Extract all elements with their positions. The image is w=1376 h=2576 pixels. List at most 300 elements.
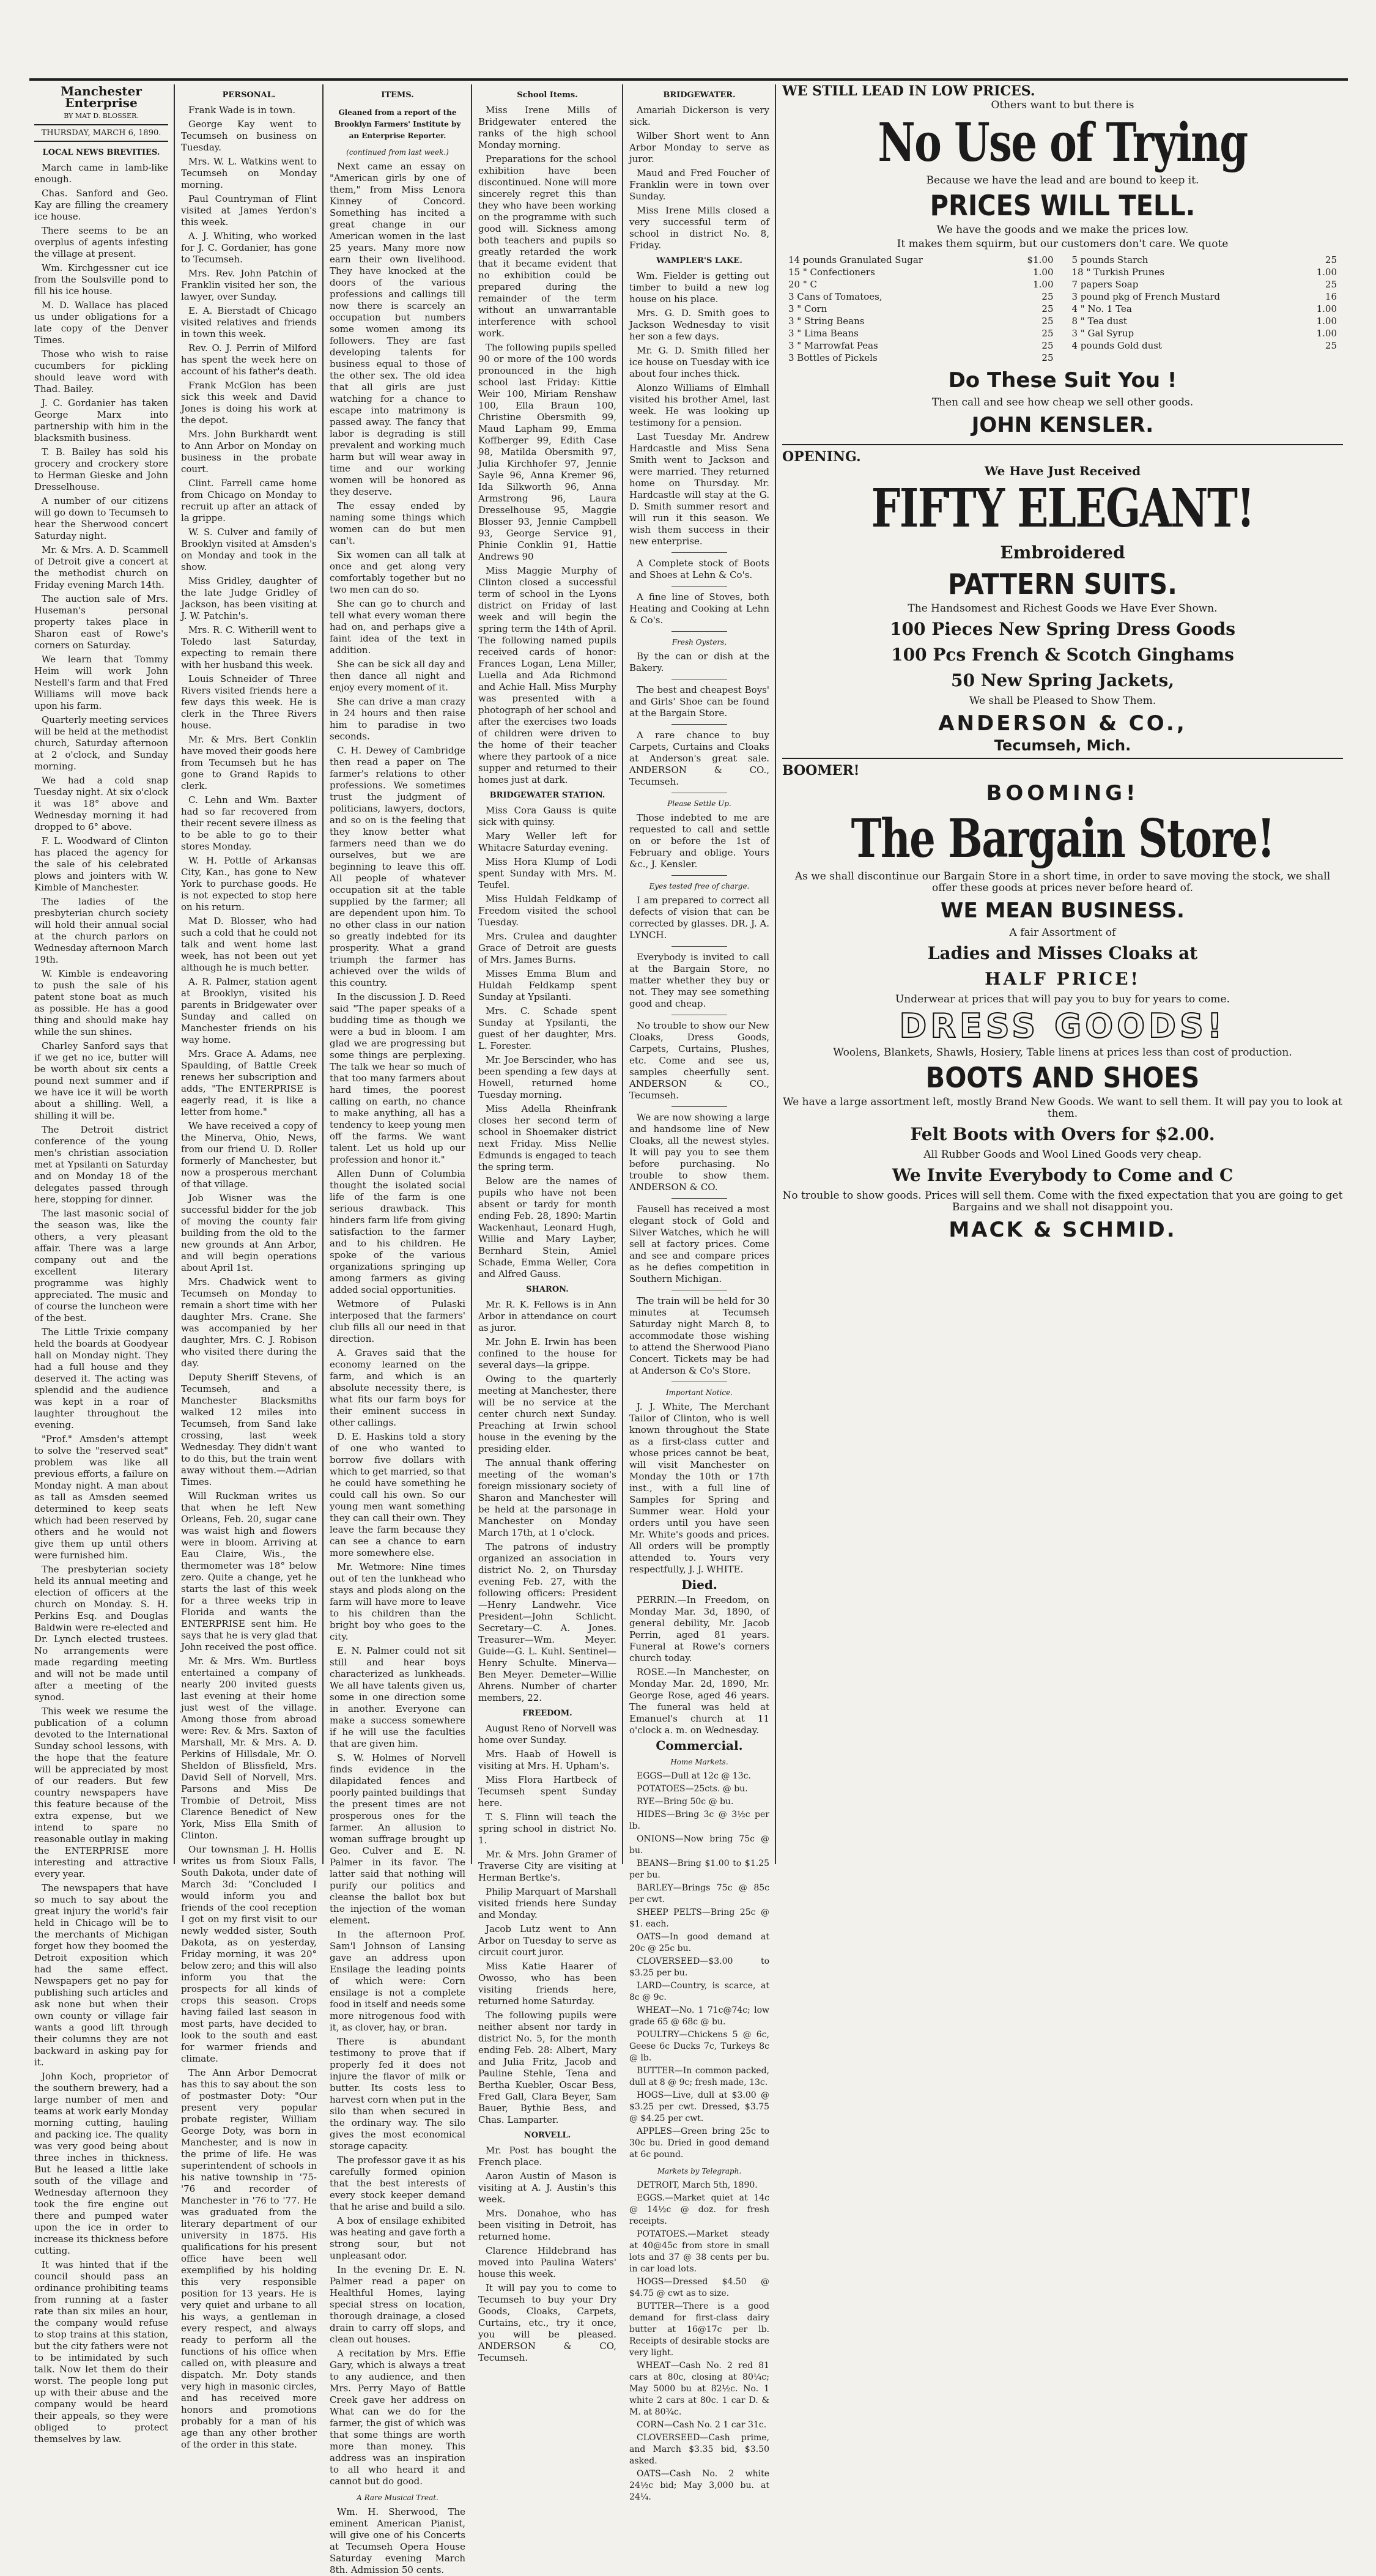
- paragraph: HOGS—Dressed $4.50 @ $4.75 @ cwt as to size.: [629, 2277, 769, 2298]
- paragraph: Mrs. Rev. John Patchin of Franklin visited her son, the lawyer, over Sunday.: [181, 268, 317, 302]
- price-item: 4 pounds Gold dust: [1071, 340, 1163, 351]
- paragraph: Paul Countryman of Flint visited at James Yerdon's this week.: [181, 193, 317, 228]
- paragraph: She can go to church and tell what every woman there had on, and perhaps give a faint idea of the text in addition.: [330, 598, 465, 656]
- column-advertisements: [777, 83, 1348, 1864]
- paragraph: RYE—Bring 50c @ bu.: [637, 1797, 734, 1807]
- article-list: [478, 105, 616, 786]
- paragraph: Below are the names of pupils who have not been absent or tardy for month ending Feb. 28, 1890: Martin Wackenhaut, Leonard Hugh, Willie and Mary Layber, Bernhard Stein, Amiel Schade, Emma Weller, Cora and Alfred Gauss.: [478, 1175, 616, 1279]
- price-row: [1072, 254, 1337, 266]
- ad-text: Because we have the lead and are bound to keep it.: [926, 174, 1199, 187]
- section-heading: Died.: [681, 1577, 717, 1592]
- paragraph: The newspapers that have so much to say about the great injury the world's fair held in Chicago will be to the merchants of Michigan forget how they boomed the Detroit exposition which had the same effect. Newspapers get no pay for publishing such articles and ask none but when their own county or village fair wants a good lift through their columns they are not backward in asking pay for it.: [34, 1882, 168, 2068]
- paragraph: Miss Hora Klump of Lodi spent Sunday with Mrs. M. Teufel.: [478, 856, 616, 890]
- price-value: 25: [1041, 303, 1054, 314]
- paragraph: Rev. O. J. Perrin of Milford has spent the week here on account of his father's death.: [181, 342, 317, 377]
- ad-merchant-location: Tecumseh, Mich.: [994, 737, 1131, 754]
- ad-headline: Do These Suit You !: [948, 368, 1177, 393]
- ad-subheadline: 100 Pcs French & Scotch Ginghams: [891, 645, 1234, 665]
- ad-subheadline: HALF PRICE!: [985, 969, 1141, 989]
- paragraph: Mr. & Mrs. Bert Conklin have moved their goods here from Tecumseh but he has gone to Grand Rapids to clerk.: [181, 734, 317, 791]
- ad-lead: BOOMER!: [782, 763, 860, 779]
- paragraph: Mrs. Haab of Howell is visiting at Mrs. H. Upham's.: [478, 1749, 616, 1771]
- paragraph: In the evening Dr. E. N. Palmer read a paper on Healthful Homes, laying special stress on location, thorough drainage, a closed drain to carry off slops, and clean out houses.: [330, 2264, 465, 2345]
- paragraph: Will Ruckman writes us that when he left New Orleans, Feb. 20, sugar cane was waist high and flowers were in bloom. Arriving at Eau Claire, Wis., the thermometer was 18° below zero. Quite a change, yet he starts the last of this week for a three weeks trip in Florida and wants the ENTERPRISE sent him. He says that he is very glad that John received the post office.: [181, 1490, 317, 1653]
- paragraph: WHEAT—Cash No. 2 red 81 cars at 80c, closing at 80¼c; May 5000 bu at 82½c. No. 1 white 2 cars at 80c. 1 car D. & M. at 80¾c.: [629, 2361, 769, 2417]
- paragraph: F. L. Woodward of Clinton has placed the agency for the sale of his celebrated plows and jointers with W. Kimble of Manchester.: [34, 835, 168, 893]
- paragraph: W. H. Pottle of Arkansas City, Kan., has gone to New York to purchase goods. He is not expected to stop here on his return.: [181, 855, 317, 912]
- paragraph: Frank Wade is in town.: [188, 105, 296, 116]
- paragraph: CLOVERSEED—$3.00 to $3.25 per bu.: [629, 1956, 769, 1978]
- section-subtitle: Markets by Telegraph.: [657, 2167, 742, 2175]
- paragraph: Deputy Sheriff Stevens, of Tecumseh, and a Manchester Blacksmiths walked 12 miles into Tecumseh, from Sand lake crossing, last week Wednesday. They didn't want to do this, but the train went away without them.—Adrian Times.: [181, 1372, 317, 1487]
- paragraph: OATS—Cash No. 2 white 24½c bid; May 3,000 bu. at 24¼.: [629, 2469, 769, 2502]
- paragraph: Mrs. Donahoe, who has been visiting in Detroit, has returned home.: [478, 2208, 616, 2242]
- paragraph: It was hinted that if the council should pass an ordinance prohibiting teams from running at a faster rate than six miles an hour, the company would refuse to stop trains at this station, but the city fathers were not to be intimidated by such talk. Now let them do their worst. The people long put up with their abuse and the company would be heard their appeals, so they were obliged to protect themselves by law.: [34, 2259, 168, 2445]
- column-school-items: [473, 86, 621, 2363]
- paragraph: D. E. Haskins told a story of one who wanted to borrow five dollars with which to get married, so that he could have something he could call his own. So our young men want something they can call their own. They leave the farm because they can see a chance to earn more somewhere else.: [330, 1431, 465, 1558]
- price-value: 25: [1041, 340, 1054, 351]
- price-row: [1072, 266, 1337, 278]
- price-item: 3 " String Beans: [788, 316, 865, 327]
- paragraph: Wm. Fielder is getting out timber to build a new log house on his place.: [629, 270, 769, 305]
- paragraph: SHEEP PELTS—Bring 25c @ $1. each.: [629, 1908, 769, 1929]
- paragraph: OATS—In good demand at 20c @ 25c bu.: [629, 1932, 769, 1953]
- ad-headline: DRESS GOODS!: [899, 1007, 1226, 1045]
- section-heading: ITEMS.: [381, 91, 414, 100]
- section-heading: BRIDGEWATER.: [663, 91, 736, 100]
- price-value: 16: [1325, 291, 1337, 302]
- column-personal: [176, 86, 322, 2450]
- paragraph: Clint. Farrell came home from Chicago on Monday to recruit up after an attack of la grippe.: [181, 478, 317, 524]
- paragraph: Mrs. W. L. Watkins went to Tecumseh on Monday morning.: [181, 156, 317, 190]
- notice-divider: [671, 1198, 728, 1199]
- section-subtitle: Gleaned from a report of the Brooklyn Farmers' Institute by an Enterprise Reporter.: [334, 108, 461, 140]
- paragraph: CORN—Cash No. 2 1 car 31c.: [637, 2420, 767, 2430]
- ad-text: Then call and see how cheap we sell other goods.: [931, 396, 1194, 409]
- paragraph: Mr. & Mrs. Wm. Burtless entertained a company of nearly 200 invited guests last evening at their home just west of the village. Among those from abroad were: Rev. & Mrs. Saxton of Marshall, Mr. & Mrs. A. D. Perkins of Hillsdale, Mr. O. Sheldon of Blissfield, Mrs. David Sell of Norvell, Mrs. Parsons and Miss De Trombie of Detroit, Miss Clarence Benedict of New York, Miss Ella Smith of Clinton.: [181, 1656, 317, 1841]
- column-divider: [174, 84, 175, 1864]
- paragraph: Next came an essay on "American girls by one of them," from Miss Lenora Kinney of Concord. Something has incited a great change in our American women in the last 25 years. Many more now earn their own livelihood. They have knocked at the doors of the various professions and callings till now there is scarcely an occupation but numbers some women among its followers. They are fast developing talents for business equal to those of the other sex. The old idea that all girls are just watching for a chance to escape into matrimony is passed away. The fancy that labor is degrading is still prevalent and working much harm but will wear away in time and our working women will be honored as they deserve.: [330, 161, 465, 497]
- paragraph: Maud and Fred Foucher of Franklin were in town over Sunday.: [629, 168, 769, 202]
- paragraph: Mary Weller left for Whitacre Saturday evening.: [478, 831, 616, 853]
- price-value: 1.00: [1033, 279, 1054, 290]
- paragraph: T. S. Flinn will teach the spring school in district No. 1.: [478, 1812, 616, 1846]
- issue-date: THURSDAY, MARCH 6, 1890.: [34, 124, 168, 142]
- paragraph: DETROIT, March 5th, 1890.: [637, 2180, 758, 2190]
- price-value: 25: [1041, 316, 1054, 327]
- obituary-list: [629, 1594, 769, 1736]
- notice-divider: [671, 724, 728, 725]
- column-items: [325, 86, 470, 2575]
- paragraph: ONIONS—Now bring 75c @ bu.: [629, 1834, 769, 1856]
- ad-headline: PRICES WILL TELL.: [930, 189, 1196, 222]
- notice-text: We are now showing a large and handsome line of New Cloaks, all the newest styles. It will pay you to see them before purchasing. No trouble to show them. ANDERSON & CO.: [629, 1112, 769, 1193]
- price-value: 25: [1041, 291, 1054, 302]
- paragraph: She can drive a man crazy in 24 hours and then raise him to paradise in two seconds.: [330, 696, 465, 742]
- paragraph: Mr. & Mrs. A. D. Scammell of Detroit give a concert at the methodist church on Friday evening March 14th.: [34, 544, 168, 590]
- notice-text: By the can or dish at the Bakery.: [629, 651, 769, 673]
- section-heading: PERSONAL.: [222, 91, 276, 100]
- ad-text: We shall be Pleased to Show Them.: [969, 695, 1156, 707]
- price-column-right: [1072, 254, 1337, 364]
- article-list: [330, 2506, 465, 2576]
- price-item: 3 " Gal Syrup: [1071, 328, 1134, 339]
- price-value: 25: [1325, 279, 1337, 290]
- paragraph: A number of our citizens will go down to Tecumseh to hear the Sherwood concert Saturday night.: [34, 495, 168, 541]
- paragraph: EGGS.—Market quiet at 14c @ 14½c @ doz. for fresh receipts.: [629, 2193, 769, 2226]
- paragraph: W. Kimble is endeavoring to push the sale of his patent stone boat as much as possible. He has a good thing and should make hay while the sun shines.: [34, 968, 168, 1037]
- paragraph: It will pay you to come to Tecumseh to buy your Dry Goods, Cloaks, Carpets, Curtains, etc., try it once, you will be pleased. ANDERSON & CO, Tecumseh.: [478, 2282, 616, 2363]
- notice-text: Everybody is invited to call at the Bargain Store, no matter whether they buy or not. They may see something good and cheap.: [629, 952, 769, 1009]
- section-heading: A Rare Musical Treat.: [357, 2493, 438, 2502]
- ad-subheadline: 50 New Spring Jackets,: [951, 670, 1174, 690]
- paragraph: Mr. R. K. Fellows is in Ann Arbor in attendance on court as juror.: [478, 1299, 616, 1333]
- price-item: 3 " Lima Beans: [788, 328, 859, 339]
- article-list: [478, 805, 616, 1280]
- ad-headline: WE MEAN BUSINESS.: [941, 898, 1185, 923]
- price-value: 25: [1325, 254, 1337, 265]
- paragraph: Frank McGlon has been sick this week and David Jones is doing his work at the depot.: [181, 380, 317, 426]
- paragraph: Miss Adella Rheinfrank closes her second term of school in Shoemaker district next Friday. Miss Nellie Edmunds is engaged to teach the spring term.: [478, 1103, 616, 1172]
- article-list: [478, 1299, 616, 1704]
- paragraph: There is abundant testimony to prove that if properly fed it does not injure the flavor of milk or butter. Its costs less to harvest corn when put in the silo than when secured in the ordinary way. The silo gives the most economical storage capacity.: [330, 2036, 465, 2152]
- section-heading: WAMPLER'S LAKE.: [656, 256, 742, 265]
- paragraph: Mr. John E. Irwin has been confined to the house for several days—la grippe.: [478, 1336, 616, 1371]
- notice-text: I am prepared to correct all defects of vision that can be corrected by glasses. DR. J. A. LYNCH.: [629, 895, 769, 941]
- article-list: [181, 105, 317, 2451]
- paragraph: The professor gave it as his carefully formed opinion that the best interests of every stock keeper demand that he arise and build a silo.: [330, 2155, 465, 2212]
- paragraph: Jacob Lutz went to Ann Arbor on Tuesday to serve as circuit court juror.: [478, 1923, 616, 1958]
- paragraph: Wm. H. Sherwood, The eminent American Pianist, will give one of his Concerts at Tecumseh Opera House Saturday evening March 8th. Admission 50 cents.: [330, 2506, 465, 2575]
- paragraph: C. H. Dewey of Cambridge then read a paper on The farmer's relations to other professions. We sometimes trust the judgment of politicians, lawyers, doctors, and so on is the feeling that they know better what farmers need than we do ourselves, but we are beginning to leave this off. All people of whatever occupation sit at the table supplied by the farmer; all are dependent upon him. To no other class in our nation so greatly indebted for its prosperity. What a grand triumph the farmer has achieved over the wilds of this country.: [330, 745, 465, 988]
- paragraph: Preparations for the school exhibition have been discontinued. None will more sincerely regret this than they who have been working on the programme with such good will. Sickness among both teachers and pupils so greatly retarded the work that it became evident that no exhibition could be prepared during the remainder of the term without an unwarrantable interference with school work.: [478, 154, 616, 339]
- column-divider: [775, 84, 776, 1864]
- paragraph: Miss Flora Hartbeck of Tecumseh spent Sunday here.: [478, 1774, 616, 1808]
- price-value: 1.00: [1316, 316, 1337, 327]
- paragraph: BEANS—Bring $1.00 to $1.25 per bu.: [629, 1859, 769, 1880]
- notice-divider: [671, 875, 728, 876]
- paragraph: Mat D. Blosser, who had such a cold that he could not talk and went home last week, has not been out yet although he is much better.: [181, 916, 317, 973]
- paragraph: BARLEY—Brings 75c @ 85c per cwt.: [629, 1883, 769, 1904]
- column-local-news: [29, 84, 173, 2445]
- ad-subheadline: Ladies and Misses Cloaks at: [927, 943, 1198, 963]
- ad-merchant: ANDERSON & CO.,: [938, 711, 1187, 736]
- paragraph: The last masonic social of the season was, like the others, a very pleasant affair. There was a large company out and the excellent literary programme was highly appreciated. The music and of course the luncheon were of the best.: [34, 1208, 168, 1323]
- notice-list: [629, 552, 769, 1575]
- paragraph: Mr. Wetmore: Nine times out of ten the lunkhead who stays and plods along on the farm will have more to leave to his children than the bright boy who goes to the city.: [330, 1561, 465, 1642]
- notice-text: Those indebted to me are requested to call and settle on or before the 1st of February and oblige. Yours &c., J. Kensler.: [629, 812, 769, 870]
- paragraph: Miss Maggie Murphy of Clinton closed a successful term of school in the Lyons district on Friday of last week and will begin the spring term the 14th of April. The following named pupils received cards of honor: Frances Logan, Lena Miller, Luella and Ada Richmond and Achie Hall. Miss Murphy was presented with a photograph of her school and after the exercises two loads of children were driven to the home of their teacher where they partook of a nice supper and returned to their homes just at dark.: [478, 565, 616, 785]
- price-item: 15 " Confectioners: [788, 267, 875, 278]
- column-divider: [322, 84, 324, 1864]
- article-list: [34, 162, 168, 2445]
- price-row: [1072, 291, 1337, 303]
- price-row: [788, 339, 1054, 352]
- price-value: 25: [1325, 340, 1337, 351]
- price-row: [788, 327, 1054, 339]
- paragraph: The following pupils were neither absent nor tardy in district No. 5, for the month ending Feb. 28: Albert, Mary and Julia Fritz, Jacob and Pauline Stehle, Tena and Bertha Kuebler, Oscar Bess, Fred Gall, Clara Beyer, Sam Bauer, Bythie Bess, and Chas. Lamparter.: [478, 2010, 616, 2125]
- ad-subheadline: Felt Boots with Overs for $2.00.: [910, 1124, 1215, 1144]
- section-heading: FREEDOM.: [522, 1709, 572, 1718]
- paragraph: Miss Irene Mills of Bridgewater entered the ranks of the high school Monday morning.: [478, 105, 616, 150]
- paragraph: A box of ensilage exhibited was heating and gave forth a strong sour, but not unpleasant odor.: [330, 2215, 465, 2261]
- price-item: 7 papers Soap: [1071, 279, 1139, 290]
- notice-title: Eyes tested free of charge.: [649, 882, 750, 890]
- paragraph: She can be sick all day and then dance all night and enjoy every moment of it.: [330, 659, 465, 693]
- ad-text: We Have Just Received: [984, 464, 1141, 478]
- price-value: 1.00: [1316, 328, 1337, 339]
- paragraph: Mrs. Crulea and daughter Grace of Detroit are guests of Mrs. James Burns.: [478, 931, 616, 965]
- section-heading: Commercial.: [656, 1738, 743, 1753]
- notice-text: A rare chance to buy Carpets, Curtains and Cloaks at Anderson's great sale. ANDERSON & CO., Tecumseh.: [629, 730, 769, 787]
- price-value: 25: [1041, 352, 1054, 363]
- paragraph: Last Tuesday Mr. Andrew Hardcastle and Miss Sena Smith went to Jackson and were married. They returned home on Thursday. Mr. Hardcastle will stay at the G. D. Smith summer resort and will run it this season. We wish them success in their new enterprise.: [629, 431, 769, 547]
- market-list: [629, 1771, 769, 2161]
- price-row: [788, 291, 1054, 303]
- price-item: 3 " Corn: [788, 303, 827, 314]
- price-value: 1.00: [1316, 267, 1337, 278]
- price-row: [1072, 315, 1337, 327]
- price-item: 4 " No. 1 Tea: [1071, 303, 1132, 314]
- article-list: [629, 105, 769, 251]
- paragraph: Aaron Austin of Mason is visiting at A. J. Austin's this week.: [478, 2171, 616, 2205]
- section-heading: LOCAL NEWS BREVITIES.: [42, 148, 160, 157]
- price-item: 18 " Turkish Prunes: [1071, 267, 1165, 278]
- paragraph: J. C. Gordanier has taken George Marx into partnership with him in the blacksmith business.: [34, 398, 168, 443]
- paragraph: HOGS—Live, dull at $3.00 @ $3.25 per cwt. Dressed, $3.75 @ $4.25 per cwt.: [629, 2090, 769, 2123]
- paragraph: S. W. Holmes of Norvell finds evidence in the dilapidated fences and poorly painted buildings that the present times are not prosperous ones for the farmer. An allusion to woman suffrage brought up Geo. Culver and E. N. Palmer in its favor. The latter said that nothing will purify our politics and cleanse the ballot box but the injection of the woman element.: [330, 1752, 465, 1926]
- price-value: 1.00: [1033, 267, 1054, 278]
- paragraph: A. J. Whiting, who worked for J. C. Gordanier, has gone to Tecumseh.: [181, 231, 317, 265]
- paragraph: Miss Gridley, daughter of the late Judge Gridley of Jackson, has been visiting at J. W. Patchin's.: [181, 576, 317, 621]
- paragraph: The patrons of industry organized an association in district No. 2, on Thursday evening Feb. 27, with the following officers: President—Henry Landwehr. Vice President—John Schlicht. Secretary—C. A. Jones. Treasurer—Wm. Meyer. Guide—G. L. Kuhl. Sentinel—Henry Schulte. Minerva—Ben Meyer. Demeter—Willie Ahrens. Number of charter members, 22.: [478, 1541, 616, 1703]
- paragraph: POULTRY—Chickens 5 @ 6c, Geese 6c Ducks 7c, Turkeys 8c @ lb.: [629, 2030, 769, 2063]
- ad-subheadline: We Invite Everybody to Come and C: [892, 1165, 1234, 1185]
- price-item: 3 Cans of Tomatoes,: [788, 291, 882, 302]
- section-heading: School Items.: [517, 91, 578, 100]
- paragraph: E. N. Palmer could not sit still and hear boys characterized as lunkheads. We all have talents given us, some in one direction some in another. Everyone can make a success somewhere if he will use the faculties that are given him.: [330, 1645, 465, 1749]
- ad-text: All Rubber Goods and Wool Lined Goods very cheap.: [923, 1149, 1202, 1161]
- ad-headline: FIFTY ELEGANT!: [871, 478, 1254, 539]
- price-value: 25: [1041, 328, 1054, 339]
- top-rule: [29, 78, 1348, 81]
- continued-note: (continued from last week.): [346, 148, 449, 157]
- paragraph: LARD—Country, is scarce, at 8c @ 9c.: [629, 1981, 769, 2002]
- ad-text: A fair Assortment of: [1009, 927, 1116, 939]
- ad-text: We have a large assortment left, mostly Brand New Goods. We want to sell them. It will pay you to look at them.: [783, 1096, 1342, 1120]
- notice-text: A fine line of Stoves, both Heating and Cooking at Lehn & Co's.: [629, 591, 769, 626]
- paragraph: We learn that Tommy Heim will work John Nestell's farm and that Fred Williams will move back upon his farm.: [34, 654, 168, 711]
- paragraph: August Reno of Norvell was home over Sunday.: [478, 1723, 616, 1745]
- masthead-byline: BY MAT D. BLOSSER.: [64, 112, 139, 120]
- paragraph: Wilber Short went to Ann Arbor Monday to serve as juror.: [629, 130, 769, 165]
- paragraph: The ladies of the presbyterian church society will hold their annual social at the church parlors on Wednesday afternoon March 19th.: [34, 896, 168, 965]
- paragraph: Miss Irene Mills closed a very successful term of school in district No. 8, Friday.: [629, 205, 769, 251]
- price-item: 5 pounds Starch: [1071, 254, 1149, 265]
- paragraph: Allen Dunn of Columbia thought the isolated social life of the farm is one serious drawback. This hinders farm life from giving satisfaction to the farmer and to his children. He spoke of the various organizations springing up among farmers as giving added social opportunities.: [330, 1168, 465, 1295]
- paragraph: The Detroit district conference of the young men's christian association met at Ypsilanti on Saturday and on Monday 18 of the delegates passed through here, stopping for dinner.: [34, 1124, 168, 1205]
- paragraph: "Prof." Amsden's attempt to solve the "reserved seat" problem was like all previous efforts, a failure on Monday night. A man about as tall as Amsden seemed determined to keep seats which had been reserved by others and he would not give them up until others were furnished him.: [34, 1434, 168, 1561]
- section-subtitle: Home Markets.: [670, 1758, 728, 1766]
- paragraph: POTATOES.—Market steady at 40@45c from store in small lots and 37 @ 38 cents per bu. in car load lots.: [629, 2229, 769, 2274]
- paragraph: Charley Sanford says that if we get no ice, butter will be worth about six cents a pound next summer and if we have ice it will be worth about a shilling. Well, a shilling it will be.: [34, 1040, 168, 1121]
- paragraph: Mr. Post has bought the French place.: [478, 2145, 616, 2167]
- price-row: [788, 266, 1054, 278]
- notice-title: Important Notice.: [665, 1388, 733, 1397]
- ad-subheadline: 100 Pieces New Spring Dress Goods: [890, 619, 1235, 639]
- paragraph: There seems to be an overplus of agents infesting the village at present.: [34, 225, 168, 259]
- paragraph: Mrs. John Burkhardt went to Ann Arbor on Monday on business in the probate court.: [181, 429, 317, 475]
- price-item: 3 " Marrowfat Peas: [788, 340, 878, 351]
- ad-divider: [782, 758, 1343, 759]
- ad-divider: [782, 444, 1343, 445]
- ad-subheadline: Embroidered: [1000, 542, 1125, 563]
- price-item: 3 pound pkg of French Mustard: [1071, 291, 1220, 302]
- notice-text: The best and cheapest Boys' and Girls' Shoe can be found at the Bargain Store.: [629, 684, 769, 719]
- ad-merchant: MACK & SCHMID.: [949, 1218, 1177, 1242]
- paragraph: Mrs. Grace A. Adams, nee Spaulding, of Battle Creek renews her subscription and adds, "The ENTERPRISE is eagerly read, it is like a letter from home.": [181, 1048, 317, 1117]
- paragraph: We had a cold snap Tuesday night. At six o'clock it was 18° above and Wednesday morning it had dropped to 6° above.: [34, 775, 168, 832]
- price-item: 14 pounds Granulated Sugar: [788, 254, 923, 265]
- notice-divider: [671, 946, 728, 947]
- article-list: [629, 270, 769, 547]
- ad-text: We have the goods and we make the prices low.: [936, 224, 1189, 236]
- paragraph: Louis Schneider of Three Rivers visited friends here a few days this week. He is clerk in the Three Rivers house.: [181, 673, 317, 731]
- section-heading: SHARON.: [526, 1285, 569, 1294]
- paragraph: The auction sale of Mrs. Huseman's personal property takes place in Sharon east of Rowe's corners on Saturday.: [34, 593, 168, 651]
- notice-divider: [671, 631, 728, 632]
- paragraph: March came in lamb-like enough.: [34, 162, 168, 185]
- ad-headline: PATTERN SUITS.: [948, 568, 1177, 601]
- paragraph: George Kay went to Tecumseh on business on Tuesday.: [181, 119, 317, 153]
- notice-text: The train will be held for 30 minutes at Tecumseh Saturday night March 8, to accommodate those wishing to attend the Sherwood Piano Concert. Tickets may be had at Anderson & Co's Store.: [629, 1295, 769, 1376]
- paragraph: A recitation by Mrs. Effie Gary, which is always a treat to any audience, and then Mrs. Perry Mayo of Battle Creek gave her address on What can we do for the farmer, the gist of which was that some things are worth more than money. This address was an inspiration to all who heard it and cannot but do good.: [330, 2348, 465, 2487]
- ad-merchant: JOHN KENSLER.: [971, 413, 1154, 437]
- paragraph: W. S. Culver and family of Brooklyn visited at Amsden's on Monday and took in the show.: [181, 527, 317, 572]
- paragraph: Amariah Dickerson is very sick.: [629, 105, 769, 127]
- paragraph: In the afternoon Prof. Sam'l Johnson of Lansing gave an address upon Ensilage the leading points of which were: Corn ensilage is not a complete food in itself and needs some more nitrogenous food with it, as clover, hay, or bran.: [330, 1929, 466, 2033]
- column-divider: [622, 84, 623, 1864]
- paragraph: Mrs. C. Schade spent Sunday at Ypsilanti, the guest of her daughter, Mrs. L. Forester.: [478, 1005, 616, 1051]
- price-list: [788, 254, 1337, 364]
- paragraph: BUTTER—In common packed, dull at 8 @ 9c; fresh made, 13c.: [629, 2066, 769, 2087]
- price-item: 3 Bottles of Pickels: [788, 352, 878, 363]
- notice-text: Fausell has received a most elegant stock of Gold and Silver Watches, which he will sell at factory prices. Come and see and compare prices as he defies competition in Southern Michigan.: [629, 1204, 769, 1284]
- paragraph: M. D. Wallace has placed us under obligations for a late copy of the Denver Times.: [34, 300, 168, 346]
- paragraph: Alonzo Williams of Elmhall visited his brother Amel, last week. He was looking up testimony for a pension.: [629, 382, 769, 428]
- paragraph: We have received a copy of the Minerva, Ohio, News, from our friend U. D. Roller formerly of Manchester, but now a prosperous merchant of that village.: [181, 1120, 317, 1190]
- paragraph: T. B. Bailey has sold his grocery and crockery store to Herman Gieske and John Dresselhouse.: [34, 446, 168, 492]
- notice-divider: [671, 552, 728, 553]
- paragraph: The annual thank offering meeting of the woman's foreign missionary society of Sharon and Manchester will be held at the parsonage in Manchester on Monday March 17th, at 1 o'clock.: [478, 1457, 616, 1538]
- ad-text: The Handsomest and Richest Goods we Have Ever Shown.: [908, 602, 1218, 615]
- paragraph: EGGS—Dull at 12c @ 13c.: [637, 1771, 751, 1781]
- paragraph: The Ann Arbor Democrat has this to say about the son of postmaster Doty: "Our present very popular probate register, William George Doty, was born in Manchester, and is now in the prime of life. He was superintendent of schools in his native township in '75-'76 and recorder of Manchester in '76 to '77. He was graduated from the literary department of our university in 1875. His qualifications for his present office have been well exemplified by his holding this very responsible position for 13 years. He is very quiet and urbane to all his ways, a gentleman in every respect, and always ready to perform all the functions of his office when called on, with pleasure and dispatch. Mr. Doty stands very high in masonic circles, and has received more honors and promotions probably for a man of his age than any other brother of the order in this state.: [181, 2067, 317, 2450]
- paragraph: In the discussion J. D. Reed said "The paper speaks of a budding time as though we were a bud in bloom. I am glad we are progressing but some things are perplexing. The talk we hear so much of that too many farmers about hard times, the poorest calling on earth, no chance to make anything, all has a tendency to keep young men off the farms. We want talent. Let us hold up our profession and honor it.": [330, 991, 465, 1165]
- price-row: [788, 303, 1054, 315]
- ad-headline: No Use of Trying: [878, 112, 1248, 174]
- column-bridgewater: [624, 86, 774, 2502]
- section-heading: NORVELL.: [523, 2131, 571, 2140]
- paragraph: Mrs. Chadwick went to Tecumseh on Monday to remain a short time with her daughter Mrs. Crane. She was accompanied by her daughter, Mrs. C. J. Robison who visited there during the day.: [181, 1276, 317, 1369]
- paragraph: John Koch, proprietor of the southern brewery, had a large number of men and teams at work early Monday morning cutting, hauling and packing ice. The quality was very good being about three inches in thickness. But he leased a little lake south of the village and Wednesday afternoon they took the fire engine out there and pumped water upon the ice in order to increase its thickness before cutting.: [34, 2071, 168, 2256]
- ad-headline: BOOTS AND SHOES: [925, 1061, 1200, 1094]
- price-row: [788, 315, 1054, 327]
- ad-text: It makes them squirm, but our customers don't care. We quote: [897, 238, 1229, 250]
- paragraph: Mrs. R. C. Witherill went to Toledo last Saturday, expecting to remain there with her husband this week.: [181, 624, 317, 670]
- notice-text: No trouble to show our New Cloaks, Dress Goods, Carpets, Curtains, Plushes, etc. Come and see us, samples cheerfully sent. ANDERSON & CO., Tecumseh.: [629, 1020, 769, 1101]
- market-list: [629, 2180, 769, 2503]
- paragraph: Clarence Hildebrand has moved into Paulina Waters' house this week.: [478, 2245, 616, 2279]
- paragraph: C. Lehn and Wm. Baxter had so far recovered from their recent severe illness as to be able to go to their stores Monday.: [181, 794, 317, 852]
- paragraph: Miss Cora Gauss is quite sick with quinsy.: [478, 805, 616, 827]
- price-row: [1072, 278, 1337, 291]
- paragraph: Job Wisner was the successful bidder for the job of moving the county fair building from the old to the new grounds at Ann Arbor, and will begin operations about April 1st.: [181, 1193, 317, 1273]
- paragraph: BUTTER—There is a good demand for first-class dairy butter at 16@17c per lb. Receipts of desirable stocks are very light.: [629, 2301, 769, 2358]
- ad-text: Underwear at prices that will pay you to buy for years to come.: [895, 993, 1230, 1005]
- article-list: [330, 161, 465, 2487]
- paragraph: Quarterly meeting services will be held at the methodist church, Saturday afternoon at 2 o'clock, and Sunday morning.: [34, 714, 169, 772]
- article-list: [478, 1723, 616, 2126]
- ad-lead: OPENING.: [782, 449, 861, 465]
- notice-title: Fresh Oysters,: [671, 638, 727, 646]
- paragraph: E. A. Bierstadt of Chicago visited relatives and friends in town this week.: [181, 305, 317, 339]
- price-row: [1072, 339, 1337, 352]
- price-value: 1.00: [1316, 303, 1337, 314]
- paragraph: Philip Marquart of Marshall visited friends here Sunday and Monday.: [478, 1886, 616, 1920]
- paragraph: Mr. G. D. Smith filled her ice house on Tuesday with ice about four inches thick.: [629, 345, 769, 379]
- paragraph: The presbyterian society held its annual meeting and election of officers at the church on Monday. S. H. Perkins Esq. and Douglas Baldwin were re-elected and Dr. Lynch elected trustees. No arrangements were made regarding meeting and will not be made until after a meeting of the synod.: [34, 1564, 168, 1703]
- notice-text: A Complete stock of Boots and Shoes at Lehn & Co's.: [629, 558, 769, 580]
- paragraph: Mr. Joe Berscinder, who has been spending a few days at Howell, returned home Tuesday morning.: [478, 1054, 616, 1100]
- notice-title: Please Settle Up.: [667, 799, 731, 808]
- ad-headline: BOOMING!: [986, 781, 1139, 805]
- ad-lead: WE STILL LEAD IN LOW PRICES.: [782, 83, 1035, 99]
- article-list: [478, 2145, 616, 2364]
- newspaper-page: [29, 78, 1348, 2575]
- notice-divider: [671, 1106, 728, 1107]
- paragraph: PERRIN.—In Freedom, on Monday Mar. 3d, 1890, of general debility, Mr. Jacob Perrin, aged 81 years. Funeral at Rowe's corners church today.: [629, 1594, 769, 1664]
- paragraph: Wetmore of Pulaski interposed that the farmers' club fills all our need in that direction.: [330, 1298, 465, 1344]
- paragraph: Miss Katie Haarer of Owosso, who has been visiting friends here, returned home Saturday.: [478, 1961, 616, 2007]
- paragraph: WHEAT—No. 1 71c@74c; low grade 65 @ 68c @ bu.: [629, 2005, 769, 2027]
- paragraph: This week we resume the publication of a column devoted to the International Sunday school lessons, with the hope that the feature will be appreciated by most of our readers. But few country newspapers have this feature because of the extra expense, but we intend to spare no reasonable outlay in making the ENTERPRISE more interesting and attractive every year.: [34, 1706, 168, 1879]
- paragraph: Misses Emma Blum and Huldah Feldkamp spent Sunday at Ypsilanti.: [478, 968, 616, 1002]
- paragraph: A. R. Palmer, station agent at Brooklyn, visited his parents in Bridgewater over Sunday and called on Manchester friends on his way home.: [181, 976, 317, 1045]
- masthead-title: Manchester Enterprise: [61, 84, 142, 110]
- paragraph: The following pupils spelled 90 or more of the 100 words pronounced in the high school last Friday: Kittie Weir 100, Miriam Renshaw 100, Ella Braun 100, Christine Obersmith 99, Maud Lapham 99, Emma Koffberger 99, Edith Case 98, Matilda Obersmith 97, Julia Kirchhofer 97, Jennie Sayle 96, Anna Kremer 96, Ida Silkworth 96, Anna Armstrong 96, Laura Dresselhouse 95, Maggie Blosser 93, Jennie Campbell 93, George Service 91, Phinie Conklin 91, Hattie Andrews 90: [478, 342, 616, 562]
- ad-text: Others want to but there is: [991, 99, 1134, 111]
- paragraph: APPLES—Green bring 25c to 30c bu. Dried in good demand at 6c pound.: [629, 2126, 769, 2160]
- ad-headline: The Bargain Store!: [851, 808, 1274, 870]
- paragraph: Six women can all talk at once and get along very comfortably together but no two men can do so.: [330, 549, 465, 595]
- notice-text: J. J. White, The Merchant Tailor of Clinton, who is well known throughout the State as a first-class cutter and whose prices cannot be beat, will visit Manchester on Monday the 10th or 17th inst., with a full line of Samples for Spring and Summer wear. Hold your orders until you have seen Mr. White's goods and prices. All orders will be promptly attended to. Yours very respectfully, J. J. WHITE.: [629, 1401, 769, 1575]
- paragraph: POTATOES—25cts. @ bu.: [637, 1784, 748, 1794]
- price-row: [1072, 327, 1337, 339]
- price-item: 20 " C: [788, 279, 817, 290]
- paragraph: Those who wish to raise cucumbers for pickling should leave word with Thad. Bailey.: [34, 349, 168, 394]
- paragraph: The Little Trixie company held the boards at Goodyear hall on Monday night. They had a full house and they deserved it. The acting was splendid and the audience was kept in a roar of laughter throughout the evening.: [34, 1327, 168, 1430]
- paragraph: CLOVERSEED—Cash prime, and March $3.35 bid, $3.50 asked.: [629, 2433, 769, 2466]
- price-value: $1.00: [1027, 254, 1054, 265]
- paragraph: A. Graves said that the economy learned on the farm, and which is an absolute necessity there, is what fits our farm boys for their eminent success in other callings.: [330, 1347, 465, 1428]
- ad-text: Woolens, Blankets, Shawls, Hosiery, Table linens at prices less than cost of production.: [833, 1046, 1292, 1059]
- paragraph: Wm. Kirchgessner cut ice from the Soulsville pond to fill his ice house.: [34, 262, 168, 297]
- ad-text: No trouble to show goods. Prices will sell them. Come with the fixed expectation that you are going to get Bargains and we shall not disappoint you.: [782, 1190, 1343, 1213]
- price-row: [788, 254, 1054, 266]
- price-row: [1072, 303, 1337, 315]
- paragraph: Chas. Sanford and Geo. Kay are filling the creamery ice house.: [34, 188, 168, 222]
